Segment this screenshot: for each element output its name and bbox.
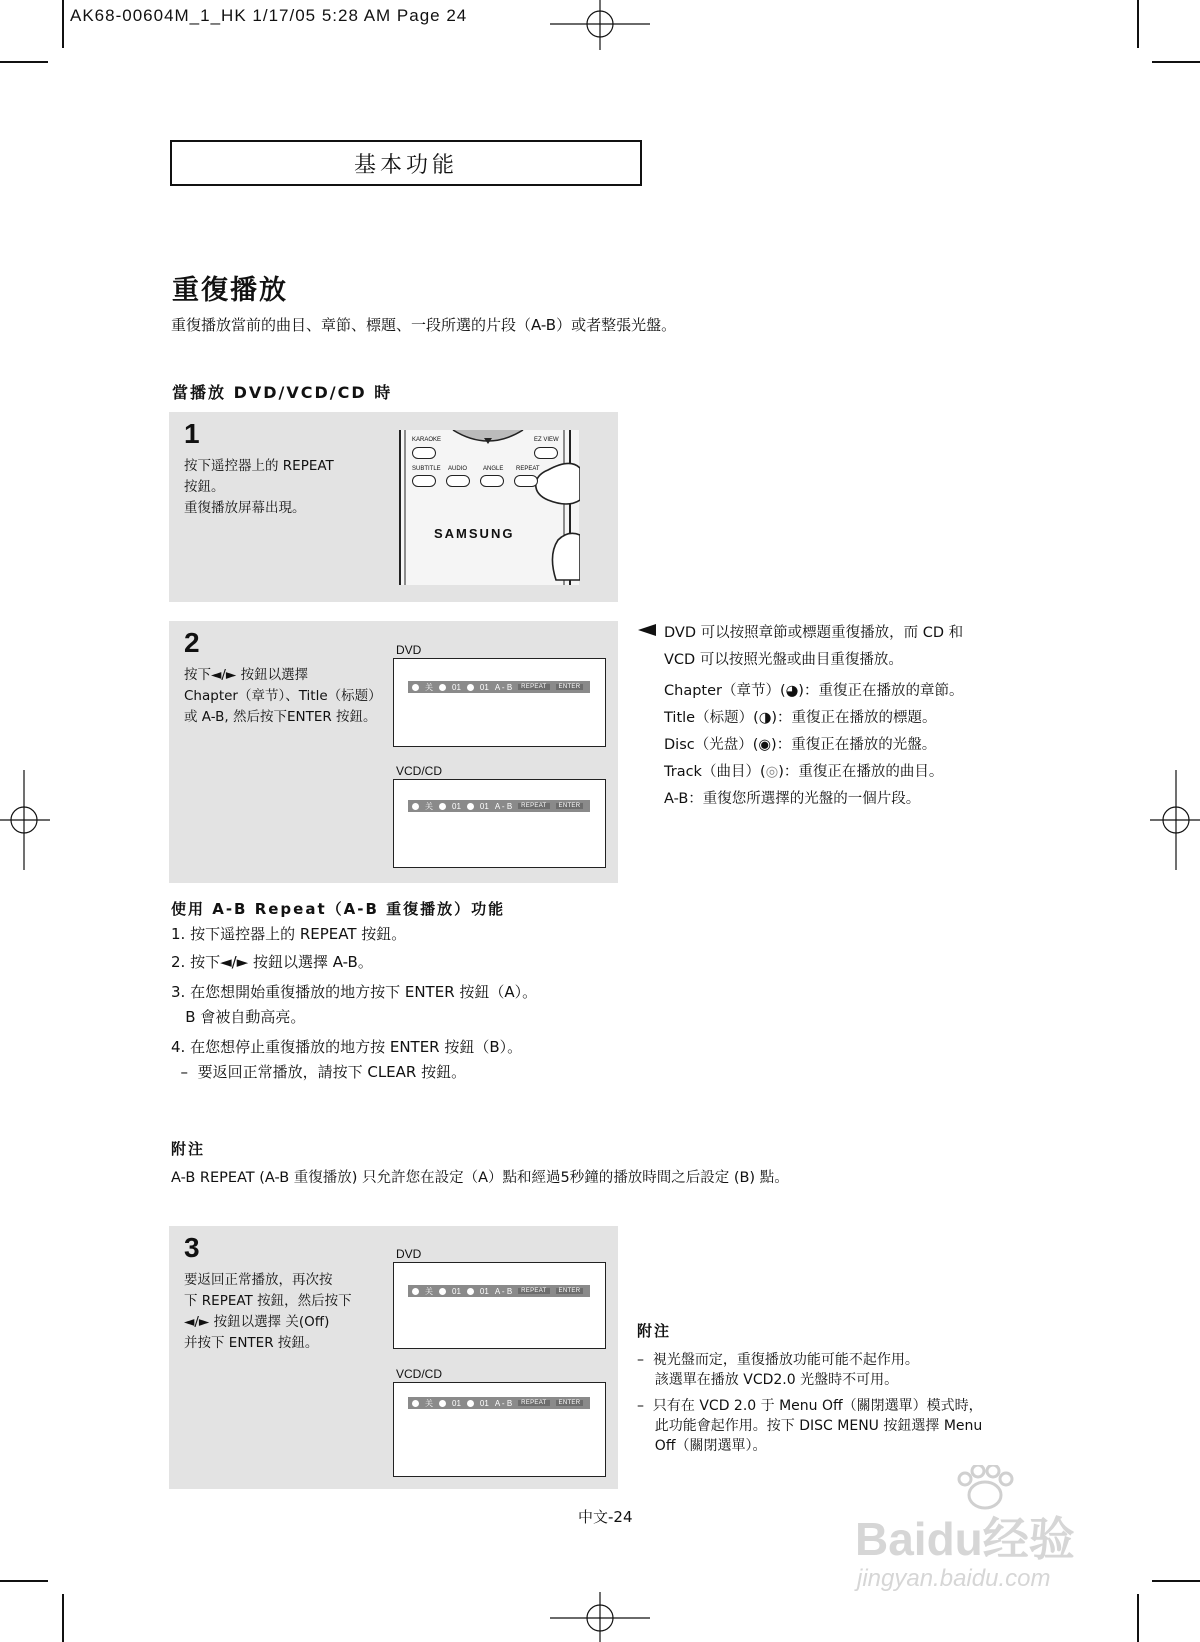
audio-button[interactable] <box>446 475 470 487</box>
osd-num: 01 <box>452 801 461 811</box>
ab-step: 2. 按下◄/► 按鈕以選擇 A-B。 <box>171 953 373 971</box>
watermark-url: jingyan.baidu.com <box>857 1565 1051 1592</box>
osd-ab: A - B <box>494 1398 513 1408</box>
ab-step: 1. 按下遥控器上的 REPEAT 按鈕。 <box>171 925 407 943</box>
osd-off: 关 <box>425 682 433 692</box>
chapter-symbol-icon: ◕ <box>785 683 799 699</box>
right-note-line: VCD 可以按照光盤或曲目重復播放。 <box>664 652 903 668</box>
track-note <box>664 759 963 786</box>
ab-step: – 要返回正常播放，請按下 CLEAR 按鈕。 <box>171 1063 467 1081</box>
page-number: 中文-24 <box>578 1508 633 1526</box>
disc-desc: )：重復正在播放的光盤。 <box>771 737 937 753</box>
chapter-label: Chapter（章节）( <box>664 683 786 699</box>
remote-label-audio: AUDIO <box>448 466 468 472</box>
osd-num: 01 <box>479 682 489 692</box>
dvd-label: DVD <box>396 643 422 657</box>
osd-off: 关 <box>425 801 433 811</box>
note1-heading: 附注 <box>171 1140 206 1158</box>
step2-line: Chapter（章节）、Title（标题） <box>184 688 382 704</box>
crop-mark <box>1152 61 1200 63</box>
dvd-screen <box>393 1262 606 1349</box>
osd-repeat: REPEAT <box>518 684 549 690</box>
note2-item: Off（關閉選單）。 <box>637 1438 767 1454</box>
right-note-line: DVD 可以按照章節或標題重復播放，而 CD 和 <box>664 625 964 641</box>
dvd-label: DVD <box>396 1247 422 1261</box>
step1-line: 按下遥控器上的 REPEAT <box>184 458 334 474</box>
registration-mark-right <box>1150 770 1200 870</box>
title-label: Title（标题）( <box>664 710 759 726</box>
step1-line: 重復播放屏幕出現。 <box>184 500 306 516</box>
repeat-off-icon <box>412 1288 419 1295</box>
registration-mark-bottom <box>550 1592 650 1642</box>
ab-note: A-B：重復您所選擇的光盤的一個片段。 <box>664 791 921 807</box>
track-desc: )：重復正在播放的曲目。 <box>778 764 944 780</box>
vcd-screen <box>393 779 606 868</box>
ab-heading: 使用 A-B Repeat（A-B 重復播放）功能 <box>171 900 506 918</box>
track-icon <box>467 1400 474 1407</box>
osd-num: 01 <box>452 1286 461 1296</box>
step2-text <box>184 665 382 728</box>
track-label: Track（曲目）( <box>664 764 766 780</box>
repeat-button[interactable] <box>514 475 538 487</box>
osd-num: 01 <box>479 1286 489 1296</box>
track-symbol-icon: ◎ <box>765 764 779 780</box>
disc-symbol-icon: ◉ <box>758 737 772 753</box>
note2-item: 此功能會起作用。按下 DISC MENU 按鈕選擇 Menu <box>637 1418 983 1434</box>
registration-mark-left <box>0 770 50 870</box>
angle-button[interactable] <box>480 475 504 487</box>
chapter-note <box>664 678 963 705</box>
watermark-logo: Baidu经验 <box>855 1513 1075 1565</box>
ez-view-button[interactable] <box>534 447 558 459</box>
subheading: 當播放 DVD/VCD/CD 時 <box>172 383 393 402</box>
crop-mark <box>0 61 48 63</box>
osd-ab: A - B <box>494 1286 513 1296</box>
remote-brand: SAMSUNG <box>434 526 515 541</box>
remote-illustration <box>398 430 580 585</box>
note2-item: 該選單在播放 VCD2.0 光盤時不可用。 <box>637 1372 899 1388</box>
osd-num: 01 <box>452 682 461 692</box>
step3-text <box>184 1270 352 1354</box>
step3-line: ◄/► 按鈕以選擇 关(Off) <box>184 1314 330 1330</box>
step1-text <box>184 456 334 519</box>
section-title: 基本功能 <box>353 152 458 178</box>
vcd-label: VCD/CD <box>396 764 443 778</box>
disc-note <box>664 732 963 759</box>
title-note <box>664 705 963 732</box>
osd-enter: ENTER <box>556 1400 584 1406</box>
osd-num: 01 <box>479 801 489 811</box>
ab-steps <box>171 922 537 1085</box>
osd-bar <box>408 1397 590 1409</box>
osd-enter: ENTER <box>556 803 584 809</box>
note2-list <box>637 1350 983 1456</box>
pointer-arrow-icon <box>638 624 656 636</box>
disc-label: Disc（光盘）( <box>664 737 759 753</box>
print-header: AK68-00604M_1_HK 1/17/05 5:28 AM Page 24 <box>70 6 468 25</box>
osd-ab: A - B <box>494 801 513 811</box>
osd-repeat: REPEAT <box>518 1400 549 1406</box>
remote-label-ezview: EZ VIEW <box>534 437 559 443</box>
ab-step: B 會被自動高亮。 <box>171 1008 306 1026</box>
osd-bar <box>408 681 590 693</box>
osd-enter: ENTER <box>556 1288 584 1294</box>
osd-num: 01 <box>479 1398 489 1408</box>
vcd-label: VCD/CD <box>396 1367 443 1381</box>
crop-mark <box>62 1594 64 1642</box>
chapter-icon <box>439 1288 446 1295</box>
intro-text: 重復播放當前的曲目、章節、標題、一段所選的片段（A-B）或者整張光盤。 <box>171 316 677 334</box>
title-icon <box>467 1288 474 1295</box>
step2-line: 按下◄/► 按鈕以選擇 <box>184 667 309 683</box>
remote-label-angle: ANGLE <box>483 466 504 472</box>
osd-enter: ENTER <box>556 684 584 690</box>
crop-mark <box>1137 0 1139 48</box>
crop-mark <box>0 1580 48 1582</box>
osd-off: 关 <box>425 1398 433 1408</box>
osd-repeat: REPEAT <box>518 803 549 809</box>
repeat-off-icon <box>412 803 419 810</box>
note2-heading: 附注 <box>637 1322 672 1340</box>
repeat-off-icon <box>412 684 419 691</box>
osd-bar <box>408 800 590 812</box>
section-title-box <box>170 140 642 186</box>
page-title: 重復播放 <box>172 275 288 306</box>
crop-mark <box>1137 1594 1139 1642</box>
step2-number: 2 <box>184 627 200 658</box>
osd-ab: A - B <box>494 682 513 692</box>
title-symbol-icon: ◑ <box>758 710 772 726</box>
remote-label-repeat: REPEAT <box>516 466 540 472</box>
step2-line: 或 A-B, 然后按下ENTER 按鈕。 <box>184 709 377 725</box>
step3-line: 下 REPEAT 按鈕，然后按下 <box>184 1293 352 1309</box>
osd-repeat: REPEAT <box>518 1288 549 1294</box>
remote-label-subtitle: SUBTITLE <box>412 466 441 472</box>
chapter-icon <box>439 684 446 691</box>
step1-number: 1 <box>184 418 200 449</box>
osd-bar <box>408 1285 590 1297</box>
ab-step: 4. 在您想停止重復播放的地方按 ENTER 按鈕（B）。 <box>171 1038 523 1056</box>
step3-number: 3 <box>184 1232 200 1263</box>
osd-off: 关 <box>425 1286 433 1296</box>
track-icon <box>467 803 474 810</box>
dvd-screen <box>393 658 606 747</box>
registration-mark-top <box>550 0 650 50</box>
step3-line: 要返回正常播放，再次按 <box>184 1272 333 1288</box>
title-icon <box>467 684 474 691</box>
vcd-screen <box>393 1382 606 1477</box>
note2-item: – 只有在 VCD 2.0 于 Menu Off（關閉選單）模式時， <box>637 1398 983 1414</box>
subtitle-button[interactable] <box>412 475 436 487</box>
disc-icon <box>439 803 446 810</box>
crop-mark <box>1152 1580 1200 1582</box>
osd-num: 01 <box>452 1398 461 1408</box>
disc-icon <box>439 1400 446 1407</box>
ab-step: 3. 在您想開始重復播放的地方按下 ENTER 按鈕（A）。 <box>171 983 538 1001</box>
note2-item: – 視光盤而定，重復播放功能可能不起作用。 <box>637 1352 919 1368</box>
chapter-desc: )：重復正在播放的章節。 <box>798 683 964 699</box>
step1-line: 按鈕。 <box>184 479 225 495</box>
karaoke-button[interactable] <box>412 447 436 459</box>
right-notes <box>664 620 963 813</box>
repeat-off-icon <box>412 1400 419 1407</box>
remote-label-karaoke: KARAOKE <box>412 437 442 443</box>
note1-text: A-B REPEAT (A-B 重復播放) 只允許您在設定（A）點和經過5秒鐘的播放時間之后設定 (B) 點。 <box>171 1170 789 1186</box>
title-desc: )：重復正在播放的標題。 <box>771 710 937 726</box>
crop-mark <box>62 0 64 48</box>
step3-line: 并按下 ENTER 按鈕。 <box>184 1335 319 1351</box>
